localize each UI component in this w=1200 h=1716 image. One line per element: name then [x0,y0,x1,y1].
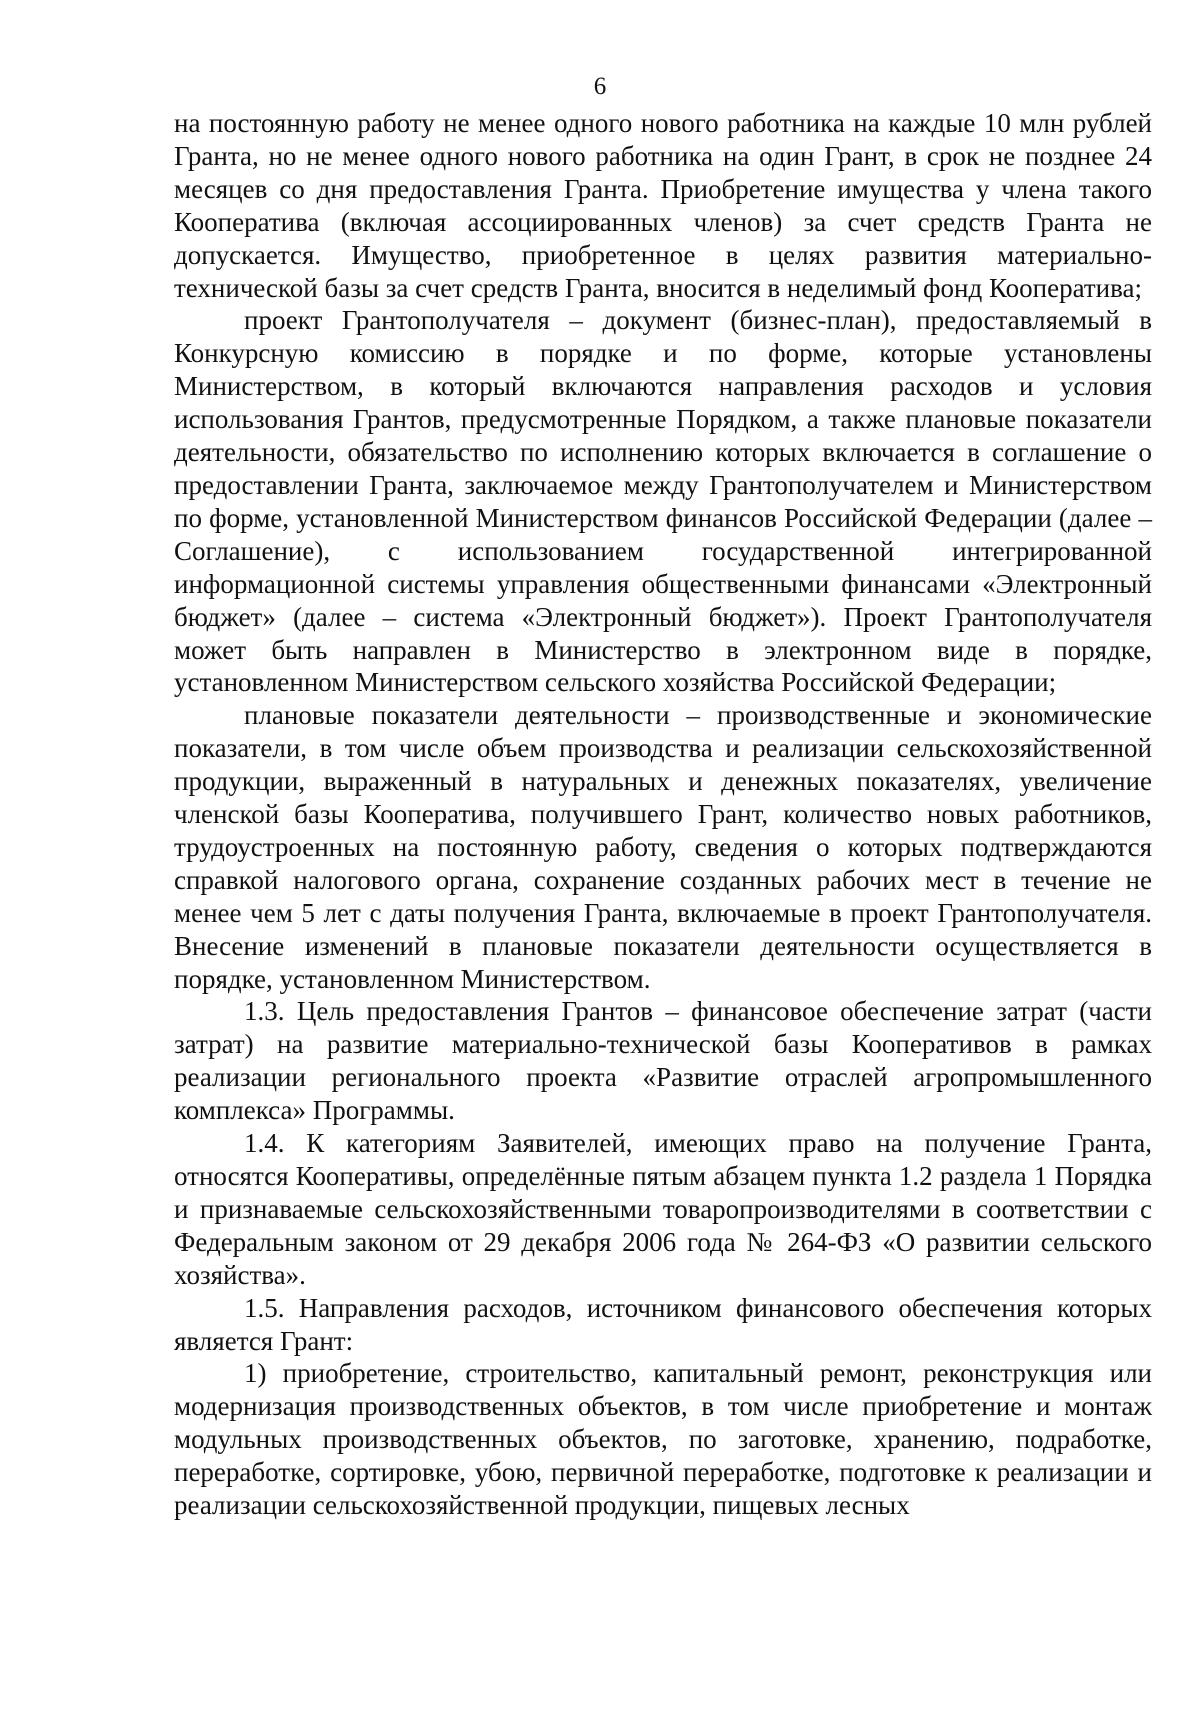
paragraph-grantee-project: проект Грантополучателя – документ (бизнес-план), предоставляемый в Конкурсную комиссию в порядке и по форме, которые установлены Министерством, в который включаются направления расходов и условия использования Грантов, предусмотренные Порядком, а также плановые показатели деятельности, обязательство по исполнению которых включается в соглашение о предоставлении Гранта, заключаемое между Грантополучателем и Министерством по форме, установленной Министерством финансов Российской Федерации (далее – Соглашение), с использованием государственной интегрированной информационной системы управления общественными финансами «Электронный бюджет» (далее – система «Электронный бюджет»). Проект Грантополучателя может быть направлен в Министерство в электронном виде в порядке, установленном Министерством сельского хозяйства Российской Федерации; [174,305,1152,698]
document-body [174,107,1152,1522]
paragraph-1-4-categories: 1.4. К категориям Заявителей, имеющих право на получение Гранта, относятся Кооперативы, определённые пятым абзацем пункта 1.2 раздела 1 Порядка и признаваемые сельскохозяйственными товаропроизводителями в соответствии с Федеральным законом от 29 декабря 2006 года № 264-ФЗ «О развитии сельского хозяйства». [174,1128,1152,1290]
paragraph-planned-indicators: плановые показатели деятельности – производственные и экономические показатели, в том числе объем производства и реализации сельскохозяйственной продукции, выраженный в натуральных и денежных показателях, увеличение членской базы Кооператива, получившего Грант, количество новых работников, трудоустроенных на постоянную работу, сведения о которых подтверждаются справкой налогового органа, сохранение созданных рабочих мест в течение не менее чем 5 лет с даты получения Гранта, включаемые в проект Грантополучателя. Внесение изменений в плановые показатели деятельности осуществляется в порядке, установленном Министерством. [174,700,1152,994]
paragraph-1-3-purpose: 1.3. Цель предоставления Грантов – финансовое обеспечение затрат (части затрат) на развитие материально-технической базы Кооперативов в рамках реализации регионального проекта «Развитие отраслей агропромышленного комплекса» Программы. [174,996,1152,1126]
page-number: 6 [593,73,607,100]
paragraph-1-5-directions: 1.5. Направления расходов, источником финансового обеспечения которых является Грант: [174,1292,1152,1356]
paragraph-continuation: на постоянную работу не менее одного нового работника на каждые 10 млн рублей Гранта, но не менее одного нового работника на один Грант, в срок не позднее 24 месяцев со дня предоставления Гранта. Приобретение имущества у члена такого Кооператива (включая ассоциированных членов) за счет средств Гранта не допускается. Имущество, приобретенное в целях развития материально-технической базы за счет средств Гранта, вносится в неделимый фонд Кооператива; [174,108,1152,303]
paragraph-item-1: 1) приобретение, строительство, капитальный ремонт, реконструкция или модернизация производственных объектов, в том числе приобретение и монтаж модульных производственных объектов, по заготовке, хранению, подработке, переработке, сортировке, убою, первичной переработке, подготовке к реализации и реализации сельскохозяйственной продукции, пищевых лесных [174,1358,1152,1521]
